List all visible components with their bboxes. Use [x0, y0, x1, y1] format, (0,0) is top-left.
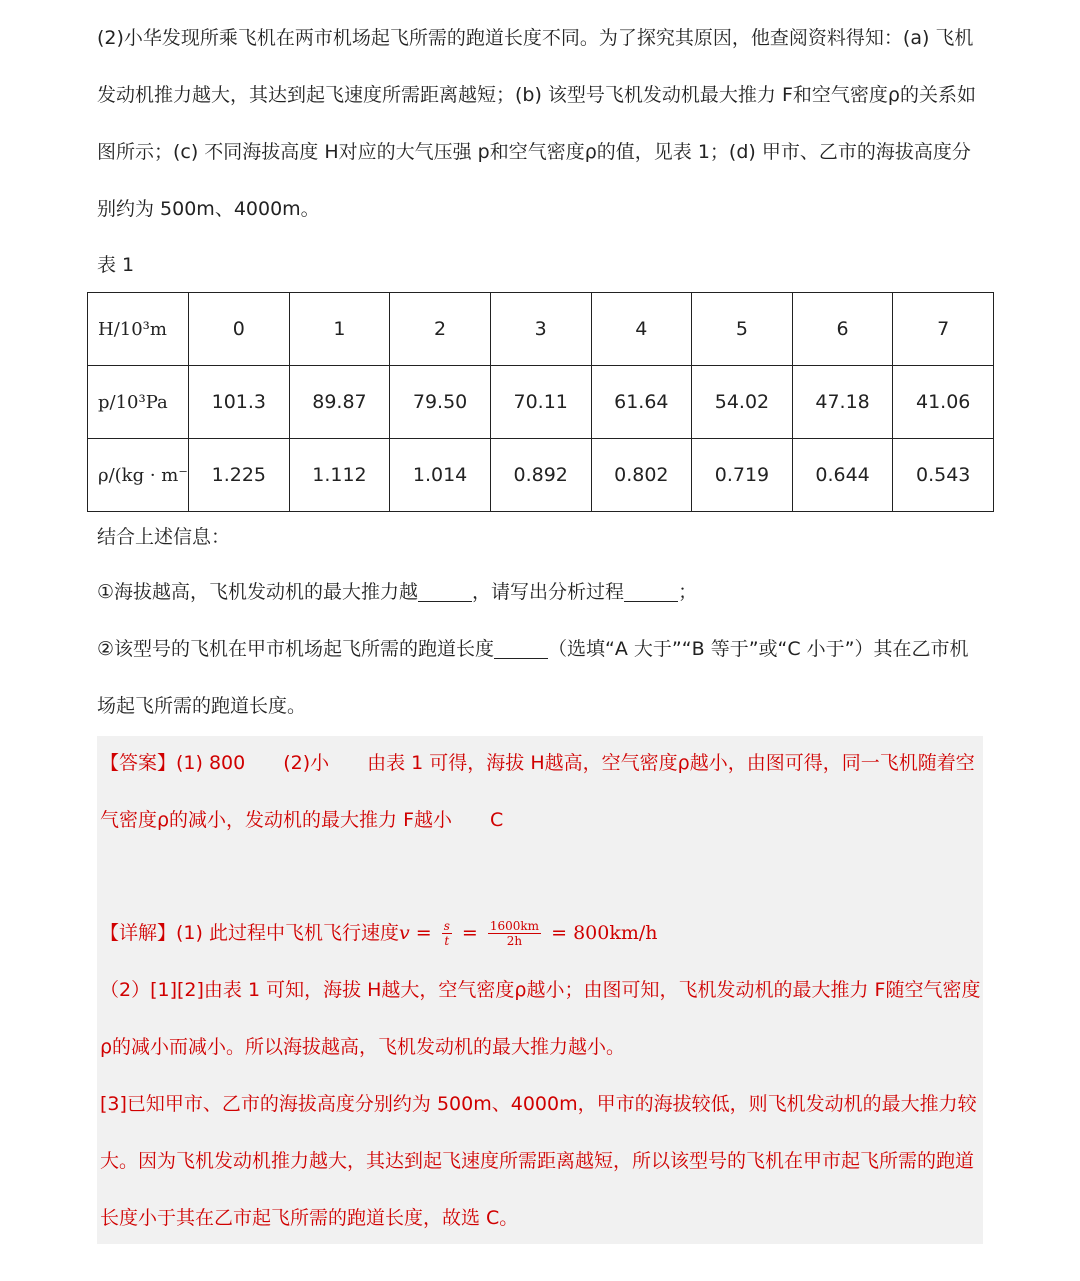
table-cell: 54.02 [692, 366, 793, 439]
question-2-text-a: ②该型号的飞机在甲市机场起飞所需的跑道长度 [97, 638, 495, 660]
table-cell: 4 [591, 293, 692, 366]
table-cell: 41.06 [893, 366, 994, 439]
table-cell: 5 [692, 293, 793, 366]
table-cell: 6 [792, 293, 893, 366]
fraction-denominator: 2h [506, 934, 523, 948]
table-cell: 0 [189, 293, 290, 366]
table-cell: 47.18 [792, 366, 893, 439]
table-cell: 61.64 [591, 366, 692, 439]
table-cell: 1 [289, 293, 390, 366]
formula-equals: = [455, 922, 484, 944]
question-1-text-b: ，请写出分析过程 [472, 581, 625, 603]
table-caption: 表 1 [97, 254, 135, 276]
detail-1-prefix: 【详解】(1) 此过程中飞机飞行速度 [100, 922, 399, 944]
table-cell: 0.892 [490, 439, 591, 512]
table-cell: 0.802 [591, 439, 692, 512]
answer-blank [418, 581, 472, 602]
table-row-header: H/10³m [88, 293, 189, 366]
table-row [88, 366, 994, 439]
table-cell: 1.014 [390, 439, 491, 512]
table-row-header: ρ/(kg · m⁻ [88, 439, 189, 512]
fraction-denominator: t [444, 934, 450, 948]
fraction-s-over-t [442, 919, 452, 948]
answer-blank [624, 581, 678, 602]
formula-result: = 800km/h [545, 922, 658, 944]
table-cell: 1.225 [189, 439, 290, 512]
fraction-numerator: 1600km [489, 919, 540, 933]
question-2 [97, 621, 987, 735]
table-cell: 101.3 [189, 366, 290, 439]
formula-v: v = [398, 922, 438, 944]
table-cell: 70.11 [490, 366, 591, 439]
problem-paragraph: (2)小华发现所乘飞机在两市机场起飞所需的跑道长度不同。为了探究其原因，他查阅资料得知：(a) 飞机发动机推力越大，其达到起飞速度所需距离越短；(b) 该型号飞机发动机最大推力 F和空气密度ρ的关系如图所示；(c) 不同海拔高度 H对应的大气压强 p和空气密度ρ的值，见表 1；(d) 甲市、乙市的海拔高度分别约为 500m、4000m。 [97, 27, 976, 220]
table-cell: 89.87 [289, 366, 390, 439]
intro-text: 结合上述信息： [97, 526, 231, 548]
table-cell: 0.543 [893, 439, 994, 512]
detail-line-2: （2）[1][2]由表 1 可知，海拔 H越大，空气密度ρ越小；由图可知，飞机发动机的最大推力 F随空气密度ρ的减小而减小。所以海拔越高，飞机发动机的最大推力越小。 [100, 979, 981, 1058]
detail-line-3: [3]已知甲市、乙市的海拔高度分别约为 500m、4000m，甲市的海拔较低，则飞机发动机的最大推力较大。因为飞机发动机推力越大，其达到起飞速度所需距离越短，所以该型号的飞机在甲市起飞所需的跑道长度小于其在乙市起飞所需的跑道长度，故选 C。 [100, 1093, 977, 1229]
answer-line: 【答案】(1) 800 (2)小 由表 1 可得，海拔 H越高，空气密度ρ越小，由图可得，同一飞机随着空气密度ρ的减小，发动机的最大推力 F越小 C [100, 752, 975, 831]
table-cell: 79.50 [390, 366, 491, 439]
fraction-distance-over-time [488, 919, 541, 948]
detail-line-1 [100, 905, 658, 962]
table-cell: 2 [390, 293, 491, 366]
table-row-header: p/10³Pa [88, 366, 189, 439]
table-cell: 7 [893, 293, 994, 366]
table-cell: 0.719 [692, 439, 793, 512]
question-2-text-b: （选填“A 大于”“B 等于”或“C 小于”）其在乙市机场起飞所需的跑道长度。 [97, 638, 969, 717]
question-1-text-a: ①海拔越高，飞机发动机的最大推力越 [97, 581, 419, 603]
question-1 [97, 564, 697, 621]
table-cell: 3 [490, 293, 591, 366]
table-row [88, 293, 994, 366]
fraction-numerator: s [443, 919, 450, 933]
table-cell: 0.644 [792, 439, 893, 512]
question-1-text-c: ； [678, 581, 698, 603]
answer-blank [494, 638, 548, 659]
data-table [87, 292, 994, 512]
table-row [88, 439, 994, 512]
table-cell: 1.112 [289, 439, 390, 512]
